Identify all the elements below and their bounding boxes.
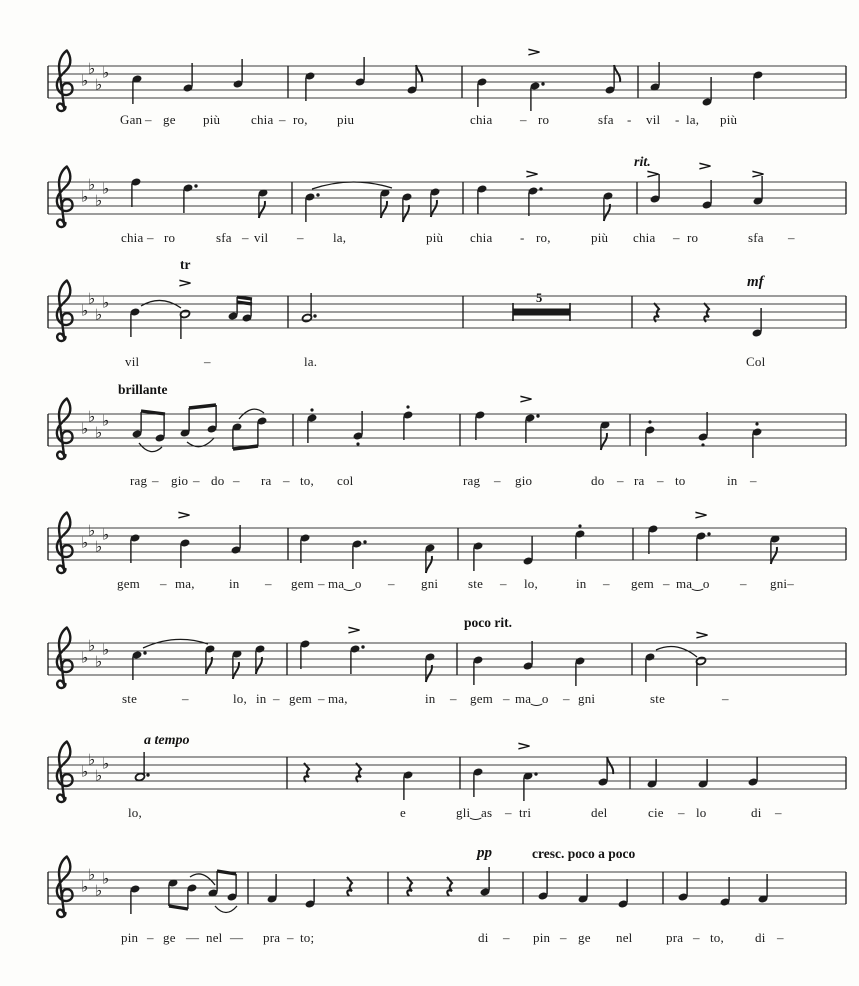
lyric-syllable: pin bbox=[533, 930, 551, 945]
treble-clef-icon bbox=[57, 628, 73, 689]
lyric-syllable: - bbox=[520, 230, 525, 245]
lyric-syllable: lo bbox=[696, 805, 707, 820]
lyric-syllable: ro, bbox=[293, 112, 308, 127]
lyric-syllable: – bbox=[152, 473, 159, 488]
beam bbox=[237, 302, 252, 304]
lyric-syllable: – bbox=[603, 576, 610, 591]
augmentation-dot bbox=[707, 532, 710, 535]
accent-mark: > bbox=[516, 739, 532, 753]
lyric-syllable: gio bbox=[171, 473, 189, 488]
lyric-syllable: più bbox=[591, 230, 609, 245]
accent-mark: > bbox=[750, 167, 766, 181]
treble-clef-icon bbox=[57, 399, 73, 460]
augmentation-dot bbox=[313, 314, 316, 317]
lyric-syllable: di bbox=[478, 930, 489, 945]
flat-icon: ♭ bbox=[81, 419, 89, 438]
flat-icon: ♭ bbox=[81, 533, 89, 552]
lyric-syllable: to, bbox=[300, 473, 314, 488]
lyric-syllable: chia bbox=[470, 230, 493, 245]
lyric-syllable: – bbox=[147, 230, 154, 245]
lyric-syllable: – bbox=[273, 691, 280, 706]
lyric-syllable: gni bbox=[421, 576, 439, 591]
lyric-syllable: ro, bbox=[536, 230, 551, 245]
lyric-syllable: chia bbox=[633, 230, 656, 245]
expression-mark: a tempo bbox=[144, 733, 190, 748]
accent-mark: > bbox=[526, 45, 542, 59]
expression-mark: tr bbox=[180, 257, 191, 272]
lyric-syllable: chia bbox=[470, 112, 493, 127]
lyric-syllable: ma, bbox=[328, 691, 348, 706]
lyric-syllable: – bbox=[663, 576, 670, 591]
lyric-syllable: – bbox=[520, 112, 527, 127]
lyric-syllable: in bbox=[425, 691, 436, 706]
eighth-flag bbox=[259, 201, 265, 218]
multirest-bar bbox=[513, 309, 570, 316]
lyric-syllable: del bbox=[591, 805, 608, 820]
lyric-syllable: cie bbox=[648, 805, 664, 820]
lyric-syllable: gio bbox=[515, 473, 533, 488]
lyric-syllable: – bbox=[560, 930, 567, 945]
flat-icon: ♭ bbox=[88, 636, 96, 655]
flat-icon: ♭ bbox=[81, 187, 89, 206]
lyric-syllable: – bbox=[657, 473, 664, 488]
lyric-syllable: – bbox=[318, 576, 325, 591]
flat-icon: ♭ bbox=[102, 640, 110, 659]
lyric-syllable: sfa bbox=[748, 230, 764, 245]
lyric-syllable: ro bbox=[164, 230, 176, 245]
lyric-syllable: ro bbox=[538, 112, 550, 127]
lyric-syllable: in bbox=[727, 473, 738, 488]
lyric-syllable: ma‿o bbox=[328, 576, 362, 591]
lyric-syllable: gem bbox=[291, 576, 314, 591]
slur bbox=[187, 438, 214, 447]
lyric-syllable: – bbox=[204, 354, 211, 369]
flat-icon: ♭ bbox=[88, 521, 96, 540]
slur bbox=[139, 443, 162, 452]
lyric-syllable: Gan bbox=[120, 112, 143, 127]
multirest-count: 5 bbox=[536, 291, 543, 305]
lyric-syllable: do bbox=[591, 473, 605, 488]
flat-icon: ♭ bbox=[81, 877, 89, 896]
lyric-syllable: più bbox=[426, 230, 444, 245]
lyric-syllable: to bbox=[675, 473, 686, 488]
lyric-syllable: – bbox=[182, 691, 189, 706]
flat-icon: ♭ bbox=[95, 423, 103, 442]
expression-mark: brillante bbox=[118, 382, 168, 397]
flat-icon: ♭ bbox=[81, 762, 89, 781]
lyric-syllable: – bbox=[145, 112, 152, 127]
lyric-syllable: – bbox=[563, 691, 570, 706]
flat-icon: ♭ bbox=[95, 537, 103, 556]
lyric-syllable: – bbox=[233, 473, 240, 488]
lyric-syllable: vil bbox=[646, 112, 661, 127]
augmentation-dot bbox=[361, 645, 364, 648]
augmentation-dot bbox=[146, 773, 149, 776]
lyric-syllable: lo, bbox=[524, 576, 538, 591]
lyric-syllable: rag bbox=[130, 473, 148, 488]
flat-icon: ♭ bbox=[95, 881, 103, 900]
lyric-syllable: pra bbox=[666, 930, 684, 945]
treble-clef-icon bbox=[57, 742, 73, 803]
lyric-syllable: chia bbox=[251, 112, 274, 127]
lyric-syllable: – bbox=[750, 473, 757, 488]
lyric-syllable: gem bbox=[117, 576, 140, 591]
treble-clef-icon bbox=[57, 857, 73, 918]
lyric-syllable: – bbox=[388, 576, 395, 591]
staccato-dot bbox=[648, 420, 651, 423]
lyric-syllable: nel bbox=[616, 930, 633, 945]
lyric-syllable: gni bbox=[578, 691, 596, 706]
flat-icon: ♭ bbox=[102, 869, 110, 888]
slur bbox=[143, 639, 208, 648]
slur bbox=[656, 647, 697, 657]
lyric-syllable: – bbox=[788, 230, 795, 245]
lyric-syllable: di bbox=[751, 805, 762, 820]
eighth-flag bbox=[426, 556, 432, 573]
flat-icon: ♭ bbox=[95, 305, 103, 324]
lyric-syllable: lo, bbox=[233, 691, 247, 706]
slur bbox=[312, 182, 392, 189]
flat-icon: ♭ bbox=[88, 750, 96, 769]
lyric-syllable: – bbox=[693, 930, 700, 945]
lyric-syllable: – bbox=[503, 691, 510, 706]
expression-mark: mf bbox=[747, 274, 764, 290]
staccato-dot bbox=[701, 443, 704, 446]
lyric-syllable: chia bbox=[121, 230, 144, 245]
treble-clef-icon bbox=[57, 281, 73, 342]
flat-icon: ♭ bbox=[88, 59, 96, 78]
lyric-syllable: ge bbox=[163, 930, 176, 945]
expression-mark: rit. bbox=[634, 155, 651, 170]
lyric-syllable: – bbox=[777, 930, 784, 945]
augmentation-dot bbox=[536, 414, 539, 417]
lyric-syllable: di bbox=[755, 930, 766, 945]
lyric-syllable: Col bbox=[746, 354, 766, 369]
lyric-syllable: do bbox=[211, 473, 225, 488]
treble-clef-icon bbox=[57, 167, 73, 228]
lyric-syllable: – bbox=[297, 230, 304, 245]
lyric-syllable: ro bbox=[687, 230, 699, 245]
lyric-syllable: – bbox=[242, 230, 249, 245]
accent-mark: > bbox=[518, 392, 534, 406]
flat-icon: ♭ bbox=[102, 754, 110, 773]
lyric-syllable: – bbox=[450, 691, 457, 706]
lyric-syllable: — bbox=[186, 930, 200, 945]
lyric-syllable: – bbox=[494, 473, 501, 488]
lyric-syllable: gem bbox=[470, 691, 493, 706]
staccato-dot bbox=[310, 408, 313, 411]
augmentation-dot bbox=[143, 651, 146, 654]
beam bbox=[189, 405, 216, 408]
lyric-syllable: gem bbox=[631, 576, 654, 591]
lyric-syllable: – bbox=[147, 930, 154, 945]
treble-clef-icon bbox=[57, 513, 73, 574]
accent-mark: > bbox=[694, 628, 710, 642]
augmentation-dot bbox=[541, 82, 544, 85]
lyric-syllable: rag bbox=[463, 473, 481, 488]
lyric-syllable: ra bbox=[634, 473, 645, 488]
slur bbox=[215, 906, 237, 913]
eighth-flag bbox=[381, 201, 387, 218]
eighth-flag bbox=[233, 662, 239, 679]
lyric-syllable: più bbox=[720, 112, 738, 127]
augmentation-dot bbox=[534, 772, 537, 775]
lyric-syllable: nel bbox=[206, 930, 223, 945]
lyric-syllable: in bbox=[256, 691, 267, 706]
flat-icon: ♭ bbox=[81, 71, 89, 90]
flat-icon: ♭ bbox=[88, 175, 96, 194]
flat-icon: ♭ bbox=[95, 652, 103, 671]
accent-mark: > bbox=[176, 508, 192, 522]
beam bbox=[169, 906, 188, 909]
lyric-syllable: tri bbox=[519, 805, 532, 820]
lyric-syllable: – bbox=[287, 930, 294, 945]
lyric-syllable: – bbox=[265, 576, 272, 591]
flat-icon: ♭ bbox=[102, 179, 110, 198]
lyric-syllable: – bbox=[740, 576, 747, 591]
lyric-syllable: — bbox=[230, 930, 244, 945]
lyric-syllable: ste bbox=[468, 576, 484, 591]
flat-icon: ♭ bbox=[88, 407, 96, 426]
lyric-syllable: più bbox=[203, 112, 221, 127]
eighth-flag bbox=[601, 433, 607, 450]
lyric-syllable: - bbox=[627, 112, 632, 127]
lyric-syllable: – bbox=[318, 691, 325, 706]
lyric-syllable: ge bbox=[163, 112, 176, 127]
lyric-syllable: la, bbox=[333, 230, 347, 245]
lyric-syllable: col bbox=[337, 473, 354, 488]
augmentation-dot bbox=[316, 193, 319, 196]
accent-mark: > bbox=[693, 508, 709, 522]
staccato-dot bbox=[755, 422, 758, 425]
lyric-syllable: – bbox=[678, 805, 685, 820]
accent-mark: > bbox=[346, 623, 362, 637]
lyric-syllable: – bbox=[775, 805, 782, 820]
lyric-syllable: ma‿o bbox=[515, 691, 549, 706]
lyric-syllable: gem bbox=[289, 691, 312, 706]
beam bbox=[237, 297, 252, 299]
lyric-syllable: gli‿as bbox=[456, 805, 493, 820]
flat-icon: ♭ bbox=[95, 766, 103, 785]
flat-icon: ♭ bbox=[102, 63, 110, 82]
eighth-flag bbox=[771, 547, 777, 564]
lyric-syllable: – bbox=[283, 473, 290, 488]
staccato-dot bbox=[356, 442, 359, 445]
lyric-syllable: – bbox=[722, 691, 729, 706]
lyric-syllable: ma‿o bbox=[676, 576, 710, 591]
lyric-syllable: gni– bbox=[770, 576, 794, 591]
lyric-syllable: – bbox=[160, 576, 167, 591]
lyric-syllable: – bbox=[193, 473, 200, 488]
lyric-syllable: lo, bbox=[128, 805, 142, 820]
augmentation-dot bbox=[539, 187, 542, 190]
accent-mark: > bbox=[697, 159, 713, 173]
expression-mark: cresc. poco a poco bbox=[532, 846, 636, 861]
lyric-syllable: ste bbox=[122, 691, 138, 706]
accent-mark: > bbox=[645, 167, 661, 181]
lyric-syllable: – bbox=[617, 473, 624, 488]
lyric-syllable: ge bbox=[578, 930, 591, 945]
flat-icon: ♭ bbox=[102, 525, 110, 544]
lyric-syllable: pin bbox=[121, 930, 139, 945]
lyric-syllable: – bbox=[503, 930, 510, 945]
lyric-syllable: – bbox=[500, 576, 507, 591]
expression-mark: poco rit. bbox=[464, 615, 512, 630]
lyric-syllable: ma, bbox=[175, 576, 195, 591]
slur bbox=[190, 874, 215, 885]
accent-mark: > bbox=[524, 167, 540, 181]
lyric-syllable: vil bbox=[254, 230, 269, 245]
augmentation-dot bbox=[363, 540, 366, 543]
lyric-syllable: sfa bbox=[598, 112, 614, 127]
staccato-dot bbox=[578, 524, 581, 527]
lyric-syllable: la. bbox=[304, 354, 318, 369]
lyric-syllable: – bbox=[505, 805, 512, 820]
treble-clef-icon bbox=[57, 51, 73, 112]
accent-mark: > bbox=[177, 276, 193, 290]
lyric-syllable: in bbox=[229, 576, 240, 591]
flat-icon: ♭ bbox=[81, 648, 89, 667]
flat-icon: ♭ bbox=[95, 191, 103, 210]
lyric-syllable: sfa bbox=[216, 230, 232, 245]
augmentation-dot bbox=[194, 184, 197, 187]
lyric-syllable: vil bbox=[125, 354, 140, 369]
flat-icon: ♭ bbox=[88, 289, 96, 308]
lyric-syllable: – bbox=[673, 230, 680, 245]
flat-icon: ♭ bbox=[102, 293, 110, 312]
lyric-syllable: – bbox=[279, 112, 286, 127]
lyric-syllable: pra bbox=[263, 930, 281, 945]
flat-icon: ♭ bbox=[88, 865, 96, 884]
flat-icon: ♭ bbox=[95, 75, 103, 94]
expression-mark: pp bbox=[477, 845, 492, 861]
flat-icon: ♭ bbox=[81, 301, 89, 320]
flat-icon: ♭ bbox=[102, 411, 110, 430]
lyric-syllable: ste bbox=[650, 691, 666, 706]
lyric-syllable: piu bbox=[337, 112, 355, 127]
lyric-syllable: - bbox=[675, 112, 680, 127]
lyric-syllable: ra bbox=[261, 473, 272, 488]
lyric-syllable: la, bbox=[686, 112, 700, 127]
lyric-syllable: in bbox=[576, 576, 587, 591]
lyric-syllable: to; bbox=[300, 930, 315, 945]
staccato-dot bbox=[406, 405, 409, 408]
lyric-syllable: e bbox=[400, 805, 406, 820]
lyric-syllable: to, bbox=[710, 930, 724, 945]
